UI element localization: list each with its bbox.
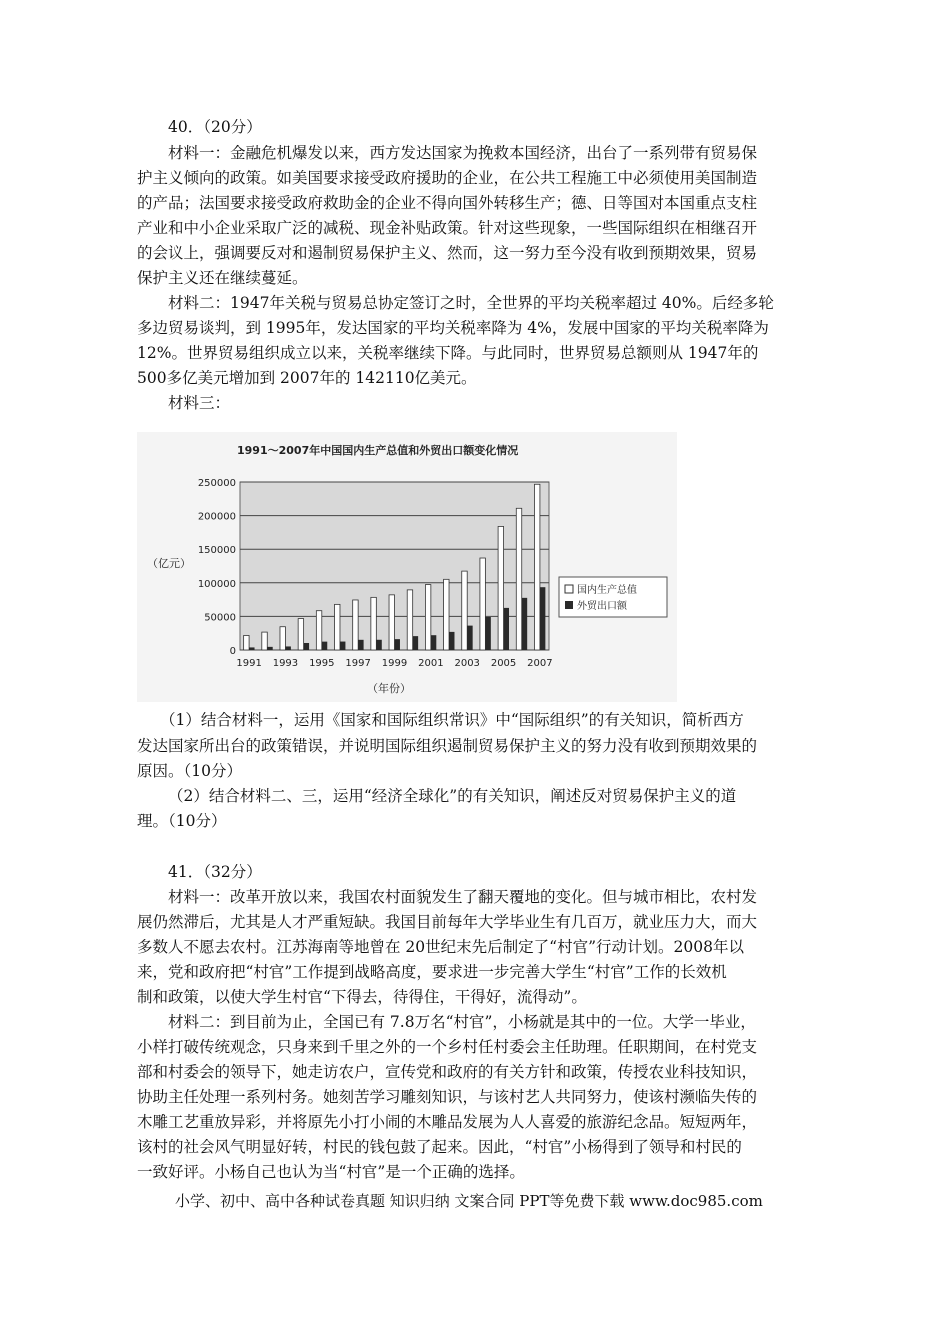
bar-gdp-1999	[389, 595, 394, 650]
bar-export-1993	[285, 646, 290, 650]
y-tick-label: 100000	[197, 578, 236, 590]
legend-swatch-gdp	[565, 585, 573, 593]
q41-m1-line: 多数人不愿去农村。江苏海南等地曾在 20世纪末先后制定了“村官”行动计划。2008年以	[137, 938, 744, 956]
chart-ylabel: （亿元）	[147, 557, 191, 570]
q41-header: 41．（32分）	[168, 863, 262, 881]
bar-gdp-1998	[371, 597, 376, 650]
bar-gdp-2000	[407, 590, 412, 650]
q40-m2-line: 12%。世界贸易组织成立以来，关税率继续下降。与此同时，世界贸易总额则从 1947年的	[137, 344, 759, 362]
q41-m2-line: 材料二：到目前为止，全国已有 7.8万名“村官”，小杨就是其中的一位。大学一毕业，	[168, 1013, 756, 1031]
y-tick-label: 150000	[197, 545, 236, 557]
bar-export-1994	[304, 643, 309, 650]
bar-export-2006	[522, 598, 527, 650]
q40-q1-line: 发达国家所出台的政策错误，并说明国际组织遏制贸易保护主义的努力没有收到预期效果的	[137, 737, 758, 755]
q40-m2-line: 多边贸易谈判，到 1995年，发达国家的平均关税率降为 4%，发展中国家的平均关税率降为	[137, 319, 769, 337]
bar-gdp-1994	[298, 619, 303, 650]
bar-gdp-2005	[498, 526, 503, 650]
q41-m1-line: 制和政策，以使大学生村官“下得去，待得住，干得好，流得动”。	[137, 988, 587, 1006]
bar-gdp-1992	[262, 632, 267, 650]
y-tick-label: 250000	[197, 478, 236, 489]
q41-m2-line: 协助主任处理一系列村务。她刻苦学习雕刻知识，与该村艺人共同努力，使该村濒临失传的	[137, 1088, 758, 1106]
q40-q2-line: （2）结合材料二、三，运用“经济全球化”的有关知识，阐述反对贸易保护主义的道	[168, 787, 737, 805]
q40-m1-line: 材料一：金融危机爆发以来，西方发达国家为挽救本国经济，出台了一系列带有贸易保	[168, 144, 758, 162]
bar-export-2007	[540, 587, 545, 650]
bar-export-2003	[467, 626, 472, 650]
bar-export-1995	[322, 642, 327, 650]
q41-m2-line: 木雕工艺重放异彩，并将原先小打小闹的木雕品发展为人人喜爱的旅游纪念品。短短两年，	[137, 1113, 758, 1131]
x-tick-label: 2007	[527, 658, 553, 669]
bar-gdp-1996	[335, 604, 340, 650]
q40-q1-line: 原因。（10分）	[137, 762, 242, 780]
bar-gdp-2002	[444, 579, 449, 650]
q41-m2-line: 该村的社会风气明显好转，村民的钱包鼓了起来。因此，“村官”小杨得到了领导和村民的	[137, 1138, 742, 1156]
bar-export-2001	[431, 635, 436, 650]
legend-swatch-export	[565, 601, 573, 609]
y-tick-label: 50000	[204, 612, 236, 624]
q40-m1-line: 的会议上，强调要反对和遏制贸易保护主义、然而，这一努力至今没有收到预期效果，贸易	[137, 244, 758, 262]
bar-export-1998	[376, 640, 381, 650]
q40-q2-line: 理。（10分）	[137, 812, 227, 830]
q40-m1-line: 护主义倾向的政策。如美国要求接受政府援助的企业，在公共工程施工中必须使用美国制造	[137, 169, 758, 187]
bar-export-2002	[449, 632, 454, 650]
q40-m1-line: 的产品；法国要求接受政府救助金的企业不得向国外转移生产；德、日等国对本国重点支柱	[137, 194, 758, 212]
q40-m1-line: 保护主义还在继续蔓延。	[137, 269, 308, 287]
q41-m2-line: 小样打破传统观念，只身来到千里之外的一个乡村任村委会主任助理。任职期间，在村党支	[137, 1038, 758, 1056]
gdp-export-chart	[137, 432, 677, 702]
legend-label-gdp: 国内生产总值	[577, 585, 637, 596]
q40-m3-label: 材料三：	[168, 394, 231, 412]
q40-header: 40．（20分）	[168, 118, 262, 136]
bar-gdp-1997	[353, 600, 358, 650]
page-footer: 小学、初中、高中各种试卷真题 知识归纳 文案合同 PPT等免费下载 www.doc985.com	[175, 1192, 763, 1210]
chart-title: 1991～2007年中国国内生产总值和外贸出口额变化情况	[237, 444, 519, 457]
x-tick-label: 1999	[381, 658, 408, 669]
q40-m1-line: 产业和中小企业采取广泛的减税、现金补贴政策。针对这些现象，一些国际组织在相继召开	[137, 219, 758, 237]
q41-m1-line: 材料一：改革开放以来，我国农村面貌发生了翻天覆地的变化。但与城市相比，农村发	[168, 888, 758, 906]
bar-export-1991	[249, 647, 254, 650]
bar-gdp-1995	[316, 611, 321, 650]
q40-q1-line: （1）结合材料一，运用《国家和国际组织常识》中“国际组织”的有关知识，简析西方	[160, 711, 744, 729]
y-tick-label: 0	[229, 646, 236, 657]
bar-gdp-1991	[244, 635, 249, 650]
bar-export-2004	[485, 617, 490, 650]
x-tick-label: 1997	[345, 658, 371, 669]
bar-export-2000	[413, 636, 418, 650]
q41-m2-line: 一致好评。小杨自己也认为当“村官”是一个正确的选择。	[137, 1163, 525, 1181]
bar-export-1999	[395, 639, 400, 650]
q40-m2-line: 500多亿美元增加到 2007年的 142110亿美元。	[137, 369, 477, 387]
bar-gdp-2004	[480, 558, 485, 650]
bar-export-1997	[358, 640, 363, 650]
x-tick-label: 1995	[309, 658, 335, 669]
bar-export-2005	[504, 608, 509, 650]
x-tick-label: 2003	[454, 658, 480, 669]
bar-gdp-1993	[280, 627, 285, 650]
q40-m2-line: 材料二：1947年关税与贸易总协定签订之时，全世界的平均关税率超过 40%。后经多轮	[168, 294, 774, 312]
bar-gdp-2001	[425, 585, 430, 650]
bar-gdp-2006	[516, 508, 521, 650]
q41-m1-line: 展仍然滞后，尤其是人才严重短缺。我国目前每年大学毕业生有几百万，就业压力大，而大	[137, 913, 758, 931]
q41-m1-line: 来，党和政府把“村官”工作提到战略高度，要求进一步完善大学生“村官”工作的长效机	[137, 963, 727, 981]
chart-xlabel: （年份）	[367, 682, 411, 695]
q41-m2-line: 部和村委会的领导下，她走访农户，宣传党和政府的有关方针和政策，传授农业科技知识，	[137, 1063, 758, 1081]
x-tick-label: 1991	[236, 658, 262, 669]
bar-gdp-2007	[534, 484, 539, 650]
x-tick-label: 1993	[272, 658, 299, 669]
bar-export-1992	[267, 647, 272, 650]
bar-gdp-2003	[462, 571, 467, 650]
x-tick-label: 2001	[418, 658, 444, 669]
legend-label-export: 外贸出口额	[577, 601, 627, 612]
y-tick-label: 200000	[197, 511, 236, 523]
x-tick-label: 2005	[490, 658, 517, 669]
bar-export-1996	[340, 642, 345, 650]
chart-svg	[137, 432, 677, 702]
